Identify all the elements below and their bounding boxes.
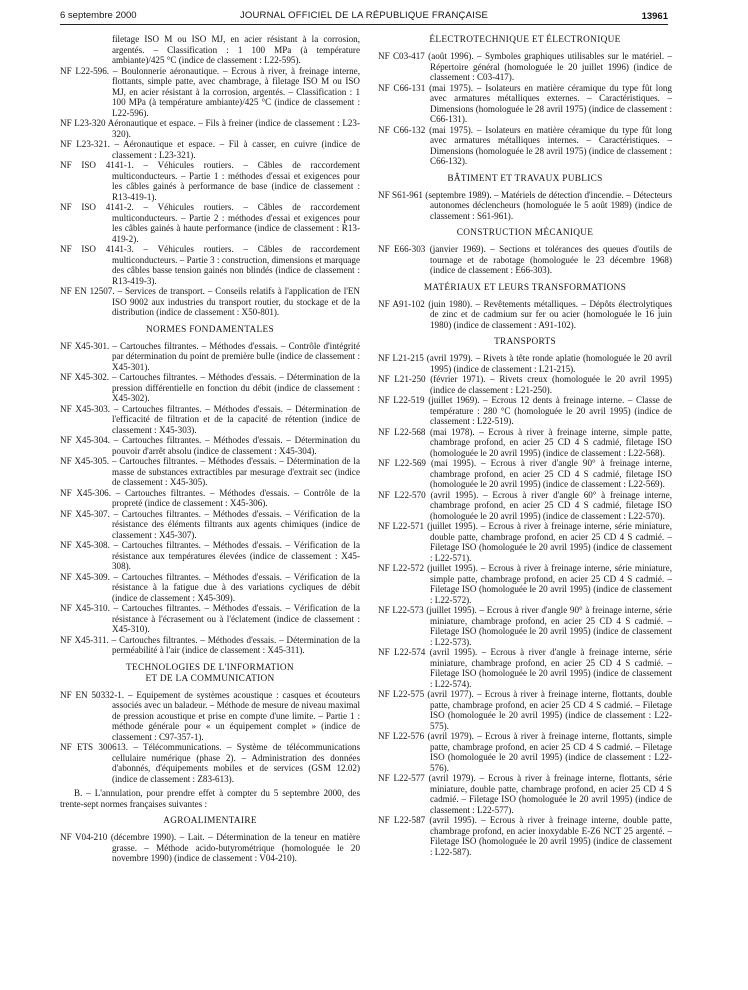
standard-entry bbox=[60, 509, 360, 541]
standard-reference: NF C03-417 bbox=[378, 51, 425, 61]
standard-reference: NF X45-303. bbox=[60, 403, 111, 414]
entry-group-top bbox=[60, 34, 360, 318]
standard-entry bbox=[378, 374, 672, 395]
section-heading-technologies bbox=[60, 663, 360, 685]
standard-description: – Cartouches filtrantes. – Méthodes d'essais. – Vérification de la résistance des éléments filtrants aux agents chimiques (indice de classement : X45-307). bbox=[112, 508, 360, 540]
section-heading-electro: ÉLECTROTECHNIQUE ET ÉLECTRONIQUE bbox=[429, 35, 621, 45]
entry-group-batiment bbox=[378, 190, 672, 222]
standard-entry bbox=[60, 286, 360, 318]
standard-reference: NF L22-571 bbox=[378, 521, 424, 531]
standard-entry bbox=[378, 563, 672, 605]
standard-reference: NF L21-215 bbox=[378, 353, 424, 363]
standard-reference: NF ISO 4141-3. bbox=[60, 244, 134, 254]
standard-description: – Aéronautique et espace. – Fil à casser, en cuivre (indice de classement : L23-321). bbox=[112, 139, 360, 160]
standard-reference: NF L22-576 bbox=[378, 731, 425, 741]
standard-description: Aéronautique et espace. – Fils à freiner (indice de classement : L23-320). bbox=[107, 118, 360, 139]
standard-entry bbox=[60, 118, 360, 139]
standard-entry bbox=[60, 540, 360, 572]
standard-description: (avril 1995). – Ecrous à river à freinage interne, double patte, chambrage profond, en acier inoxydable E-Z6 NCT 25 argenté. – Filetage ISO (homologuée le 20 avril 1995) (indice de classement : L22-587). bbox=[429, 815, 672, 857]
standard-description: – Cartouches filtrantes. – Méthodes d'essais. – Contrôle d'intégrité par détermination du point de première bulle (indice de classement : X45-301). bbox=[112, 340, 360, 372]
section-heading-batiment: BÂTIMENT ET TRAVAUX PUBLICS bbox=[447, 173, 603, 184]
standard-entry bbox=[60, 34, 360, 66]
standard-entry bbox=[60, 202, 360, 244]
standard-entry bbox=[60, 435, 360, 456]
standard-entry bbox=[60, 456, 360, 488]
standard-entry bbox=[60, 160, 360, 202]
standard-reference: NF L22-572 bbox=[378, 563, 424, 573]
section-heading-transports: TRANSPORTS bbox=[494, 337, 556, 347]
standard-description: – Cartouches filtrantes. – Méthodes d'essais. – Détermination du pouvoir d'arrêt absolu (indice de classement : X45-304). bbox=[112, 435, 360, 456]
standard-entry bbox=[378, 51, 672, 83]
standard-entry bbox=[378, 427, 672, 459]
standard-entry bbox=[378, 815, 672, 857]
standard-reference: NF L22-574 bbox=[378, 647, 426, 657]
standard-description: filetage ISO M ou ISO MJ, en acier résistant à la corrosion, argentés. – Classification : 1 100 MPa (à température ambiante)/425 °C (indice de classement : L22-595). bbox=[112, 34, 360, 65]
standard-description: (avril 1995). – Ecrous à river d'angle à freinage interne, série miniature, chambrage profond, en acier 25 CD 4 S cadmié. – Filetage ISO (homologuée le 20 avril 1995) (indice de classement : L22-574). bbox=[429, 647, 672, 689]
standard-description: – Cartouches filtrantes. – Méthodes d'essais. – Vérification de la résistance à la fatigue due à des variations cycliques de débit (indice de classement : X45-309). bbox=[112, 571, 360, 603]
standard-reference: NF L21-250 bbox=[378, 374, 426, 384]
entry-group-normes bbox=[60, 341, 360, 656]
standard-reference: NF C66-132 bbox=[378, 124, 426, 135]
standard-description: (juillet 1995). – Ecrous à river à freinage interne, série miniature, double patte, chambrage profond, en acier 25 CD 4 S cadmié. – Filetage ISO (homologuée le 20 avril 1995) (indice de classement : L22-571). bbox=[427, 521, 672, 563]
standard-entry bbox=[60, 603, 360, 635]
annulation-paragraph: B. – L'annulation, pour prendre effet à compter du 5 septembre 2000, des trente-sept normes françaises suivantes : bbox=[60, 788, 360, 809]
standard-description: – Cartouches filtrantes. – Méthodes d'essais. – Détermination de la masse de substances extractibles par mesurage d'extrait sec (indice de classement : X45-305). bbox=[111, 456, 360, 487]
standard-reference: NF X45-307. bbox=[60, 508, 110, 519]
standard-entry bbox=[60, 341, 360, 373]
standard-description: (septembre 1989). – Matériels de détection d'incendie. – Détecteurs autonomes déclencheurs (homologuée le 5 août 1989) (indice de classement : S61-961). bbox=[425, 189, 673, 221]
standard-description: (avril 1979). – Ecrous à river à freinage interne, flottants, simple patte, chambrage profond, en acier 25 CD 4 S cadmié. – Filetage ISO (homologuée le 20 avril 1995) (indice de classement : L22-576). bbox=[427, 731, 672, 773]
standard-description: – Véhicules routiers. – Câbles de raccordement multiconducteurs. – Partie 2 : méthodes d'essai et exigences pour les câbles gainés à haute performance (indice de classement : R13-419-2). bbox=[112, 202, 360, 244]
section-heading-normes: NORMES FONDAMENTALES bbox=[146, 324, 274, 335]
standard-reference: NF EN 50332-1. bbox=[60, 689, 125, 700]
standard-reference: NF S61-961 bbox=[378, 189, 423, 200]
standard-entry bbox=[60, 66, 360, 119]
standard-entry bbox=[60, 139, 360, 160]
standard-entry bbox=[60, 690, 360, 743]
standard-reference: NF X45-302. bbox=[60, 372, 110, 382]
standard-entry bbox=[378, 773, 672, 815]
standard-description: – Cartouches filtrantes. – Méthodes d'essais. – Détermination de la perméabilité à l'air (indice de classement : X45-311). bbox=[111, 634, 360, 655]
standard-reference: NF L22-519 bbox=[378, 395, 425, 405]
journal-title: JOURNAL OFFICIEL DE LA RÉPUBLIQUE FRANÇAISE bbox=[239, 10, 489, 21]
standard-reference: NF X45-308. bbox=[60, 540, 110, 550]
standard-reference: NF L23-321. bbox=[60, 139, 110, 149]
page-number: 13961 bbox=[641, 11, 668, 22]
standard-reference: NF C66-131 bbox=[378, 82, 426, 93]
standard-description: – Cartouches filtrantes. – Méthodes d'essais. – Vérification de la résistance aux températures élevées (indice de classement : X45-308). bbox=[112, 540, 360, 571]
section-heading-mecanique: CONSTRUCTION MÉCANIQUE bbox=[456, 228, 594, 238]
standard-description: (avril 1979). – Ecrous à river à freinage interne, flottants, série miniature, double patte, chambrage profond, en acier 25 CD 4 S cadmié. – Filetage ISO (homologuée le 20 avril 1995) (indice de classement : L22-577). bbox=[428, 773, 672, 815]
standard-description: (juillet 1995). – Ecrous à river à freinage interne, série miniature, simple patte, chambrage profond, en acier 25 CD 4 S cadmié. – Filetage ISO (homologuée le 20 avril 1995) (indice de classement : L22-572). bbox=[427, 563, 672, 605]
standard-description: – Cartouches filtrantes. – Méthodes d'essais. – Détermination de la pression différentielle en fonction du débit (indice de classement : X45-302). bbox=[111, 372, 360, 403]
standard-entry bbox=[60, 832, 360, 864]
standard-reference: NF L23-320 bbox=[60, 118, 106, 128]
header-rule bbox=[60, 24, 668, 25]
standard-entry bbox=[378, 244, 672, 276]
section-heading-line: TECHNOLOGIES DE L'INFORMATION bbox=[126, 662, 294, 673]
standard-reference: NF L22-570 bbox=[378, 489, 426, 500]
section-heading-agro: AGROALIMENTAIRE bbox=[163, 816, 257, 826]
standard-reference: NF L22-587 bbox=[378, 815, 426, 825]
standard-entry bbox=[378, 605, 672, 647]
entry-group-transports bbox=[378, 353, 672, 857]
standard-description: – Véhicules routiers. – Câbles de raccordement multiconducteurs. – Partie 1 : méthodes d'essai et exigences pour les câbles gainés à performance de base (indice de classement : R13-419-1). bbox=[112, 160, 360, 202]
standard-reference: NF L22-577 bbox=[378, 773, 425, 783]
standard-reference: NF ETS 300613. bbox=[60, 742, 128, 752]
standard-reference: NF X45-304. bbox=[60, 435, 110, 445]
standard-reference: NF L22-596. bbox=[60, 65, 110, 76]
standard-reference: NF A91-102 bbox=[378, 298, 425, 309]
standard-reference: NF L22-575 bbox=[378, 689, 425, 699]
standard-description: – Services de transport. – Conseils relatifs à l'application de l'EN ISO 9002 aux industries du transport routier, du stockage et de la distribution (indice de classement : X50-801). bbox=[112, 286, 360, 317]
standard-entry bbox=[378, 458, 672, 490]
standard-entry bbox=[60, 635, 360, 656]
standard-entry bbox=[378, 353, 672, 374]
standard-reference: NF X45-305. bbox=[60, 456, 110, 466]
standard-description: – Cartouches filtrantes. – Méthodes d'essais. – Détermination de l'efficacité de filtration et de la capacité de rétention (indice de classement : X45-303). bbox=[112, 403, 360, 435]
standard-entry bbox=[378, 689, 672, 731]
standard-reference: NF X45-301. bbox=[60, 340, 110, 351]
standard-reference: NF ISO 4141-2. bbox=[60, 202, 134, 212]
standard-description: (février 1971). – Rivets creux (homologuée le 20 avril 1995) (indice de classement : L21-250). bbox=[430, 374, 672, 395]
standard-reference: NF L22-569 bbox=[378, 458, 426, 468]
standard-entry bbox=[378, 83, 672, 125]
standard-description: (avril 1979). – Rivets à tête ronde aplatie (homologuée le 20 avril 1995) (indice de classement : L21-215). bbox=[426, 353, 672, 374]
standard-entry bbox=[378, 731, 672, 773]
section-heading-line: ET DE LA COMMUNICATION bbox=[145, 673, 275, 684]
standard-description: – Cartouches filtrantes. – Méthodes d'essais. – Vérification de la résistance à l'écrasement ou à l'éclatement (indice de classement : X45-310). bbox=[112, 603, 360, 634]
standard-entry bbox=[60, 404, 360, 436]
standard-description: (juillet 1995). – Ecrous à river d'angle 90° à freinage interne, série miniature, chambrage profond, en acier 25 CD 4 S cadmié. – Filetage ISO (homologuée le 20 avril 1995) (indice de classement : L22-573). bbox=[426, 605, 672, 647]
standard-description: (mai 1975). – Isolateurs en matière céramique du type fût long avec armatures métalliques externes. – Caractéristiques. – Dimensions (homologuée le 28 avril 1975) (indice de classement : C66-131). bbox=[429, 82, 672, 124]
standard-reference: NF E66-303 bbox=[378, 244, 426, 254]
standard-entry bbox=[60, 244, 360, 286]
entry-group-mecanique bbox=[378, 244, 672, 276]
left-column bbox=[60, 34, 360, 864]
standard-reference: NF X45-306. bbox=[60, 487, 111, 498]
standard-reference: NF X45-310. bbox=[60, 603, 110, 613]
standard-description: (mai 1975). – Isolateurs en matière céramique du type fût long avec armatures métalliques internes. – Caractéristiques. – Dimensions (homologuée le 28 avril 1975) (indice de classement : C66-132). bbox=[429, 124, 672, 166]
standard-description: (décembre 1990). – Lait. – Détermination de la teneur en matière grasse. – Méthode acido-butyrométrique (homologuée le 20 novembre 1990) (indice de classement : V04-210). bbox=[110, 832, 360, 863]
standard-description: (janvier 1969). – Sections et tolérances des queues d'outils de tournage et de rabotage (homologuée le 23 décembre 1968) (indice de classement : E66-303). bbox=[429, 244, 673, 275]
standard-description: (avril 1995). – Ecrous à river d'angle 60° à freinage interne, chambrage profond, en acier 25 CD 4 S cadmié, filetage ISO (homologuée le 20 avril 1995) (indice de classement : L22-570). bbox=[430, 489, 672, 521]
entry-group-materiaux bbox=[378, 299, 672, 331]
standard-reference: NF X45-309. bbox=[60, 571, 110, 582]
standard-description: – Cartouches filtrantes. – Méthodes d'essais. – Contrôle de la propreté (indice de classement : X45-306). bbox=[112, 487, 360, 508]
standard-reference: NF EN 12507. bbox=[60, 286, 115, 296]
standard-description: – Véhicules routiers. – Câbles de raccordement multiconducteurs. – Partie 3 : construction, dimensions et marquage des câbles basse tension gainés non blindés (indice de classement : R13-419-3). bbox=[112, 244, 360, 286]
standard-description: (avril 1977). – Ecrous à river à freinage interne, flottants, double patte, chambrage profond, en acier 25 CD 4 S cadmié. – Filetage ISO (homologuée le 20 avril 1995) (indice de classement : L22-575). bbox=[427, 689, 672, 731]
standard-entry bbox=[378, 490, 672, 522]
standard-entry bbox=[378, 299, 672, 331]
standard-reference: NF L22-568 bbox=[378, 426, 426, 437]
standard-description: (juin 1980). – Revêtements métalliques. – Dépôts électrolytiques de zinc et de cadmium sur fer ou acier (homologuée le 16 juin 1980) (indice de classement : A91-102). bbox=[428, 298, 672, 330]
standard-description: (juillet 1969). – Ecrous 12 dents à freinage interne. – Classe de température : 280 °C (homologuée le 20 avril 1995) (indice de classement : L22-519). bbox=[428, 395, 672, 426]
standard-entry bbox=[378, 647, 672, 689]
standard-description: (mai 1995). – Ecrous à river d'angle 90° à freinage interne, chambrage profond, en acier 25 CD 4 S cadmié, filetage ISO (homologuée le 20 avril 1995) (indice de classement : L22-569). bbox=[430, 458, 672, 489]
standard-description: – Boulonnerie aéronautique. – Ecrous à river, à freinage interne, flottants, simple patte, avec chambrage, à filetage ISO M ou ISO MJ, en acier résistant à la corrosion, argentés. – Classification : 1 100 MPa (à température ambiante)/425 °C (indice de classement : L22-596). bbox=[112, 65, 360, 118]
standard-reference: NF V04-210 bbox=[60, 832, 108, 842]
header-date: 6 septembre 2000 bbox=[60, 10, 137, 21]
section-heading-materiaux: MATÉRIAUX ET LEURS TRANSFORMATIONS bbox=[423, 282, 627, 293]
standard-entry bbox=[60, 572, 360, 604]
standard-description: (août 1996). – Symboles graphiques utilisables sur le matériel. – Répertoire général (homologuée le 20 juillet 1996) (indice de classement : C03-417). bbox=[428, 51, 672, 82]
standard-entry bbox=[378, 125, 672, 167]
standard-entry bbox=[378, 190, 672, 222]
standard-entry bbox=[378, 395, 672, 427]
right-column bbox=[378, 34, 672, 857]
standard-entry bbox=[378, 521, 672, 563]
standard-reference: NF L22-573 bbox=[378, 605, 424, 615]
standard-entry bbox=[60, 372, 360, 404]
entry-group-technologies bbox=[60, 690, 360, 785]
standard-description: – Télécommunications. – Système de télécommunications cellulaire numérique (phase 2). – Administration des données d'abonnés, d'équipements mobiles et de services (GSM 12.02) (indice de classement : Z83-613). bbox=[112, 742, 360, 784]
entry-group-agro bbox=[60, 832, 360, 864]
standard-reference: NF X45-311. bbox=[60, 634, 109, 645]
standard-description: (mai 1978). – Ecrous à river à freinage interne, simple patte, chambrage profond, en acier 25 CD 4 S cadmié, filetage ISO (homologuée le 20 avril 1995) (indice de classement : L22-568). bbox=[430, 426, 672, 458]
standard-description: – Equipement de systèmes acoustique : casques et écouteurs associés avec un baladeur. – Méthode de mesure de niveau maximal de pression acoustique et prise en compte d'une limite. – Partie 1 : méthode générale pour « un équipement complet » (indice de classement : C97-357-1). bbox=[112, 689, 360, 742]
standard-reference: NF ISO 4141-1. bbox=[60, 160, 134, 170]
entry-group-electro bbox=[378, 51, 672, 167]
standard-entry bbox=[60, 488, 360, 509]
standard-entry bbox=[60, 742, 360, 784]
